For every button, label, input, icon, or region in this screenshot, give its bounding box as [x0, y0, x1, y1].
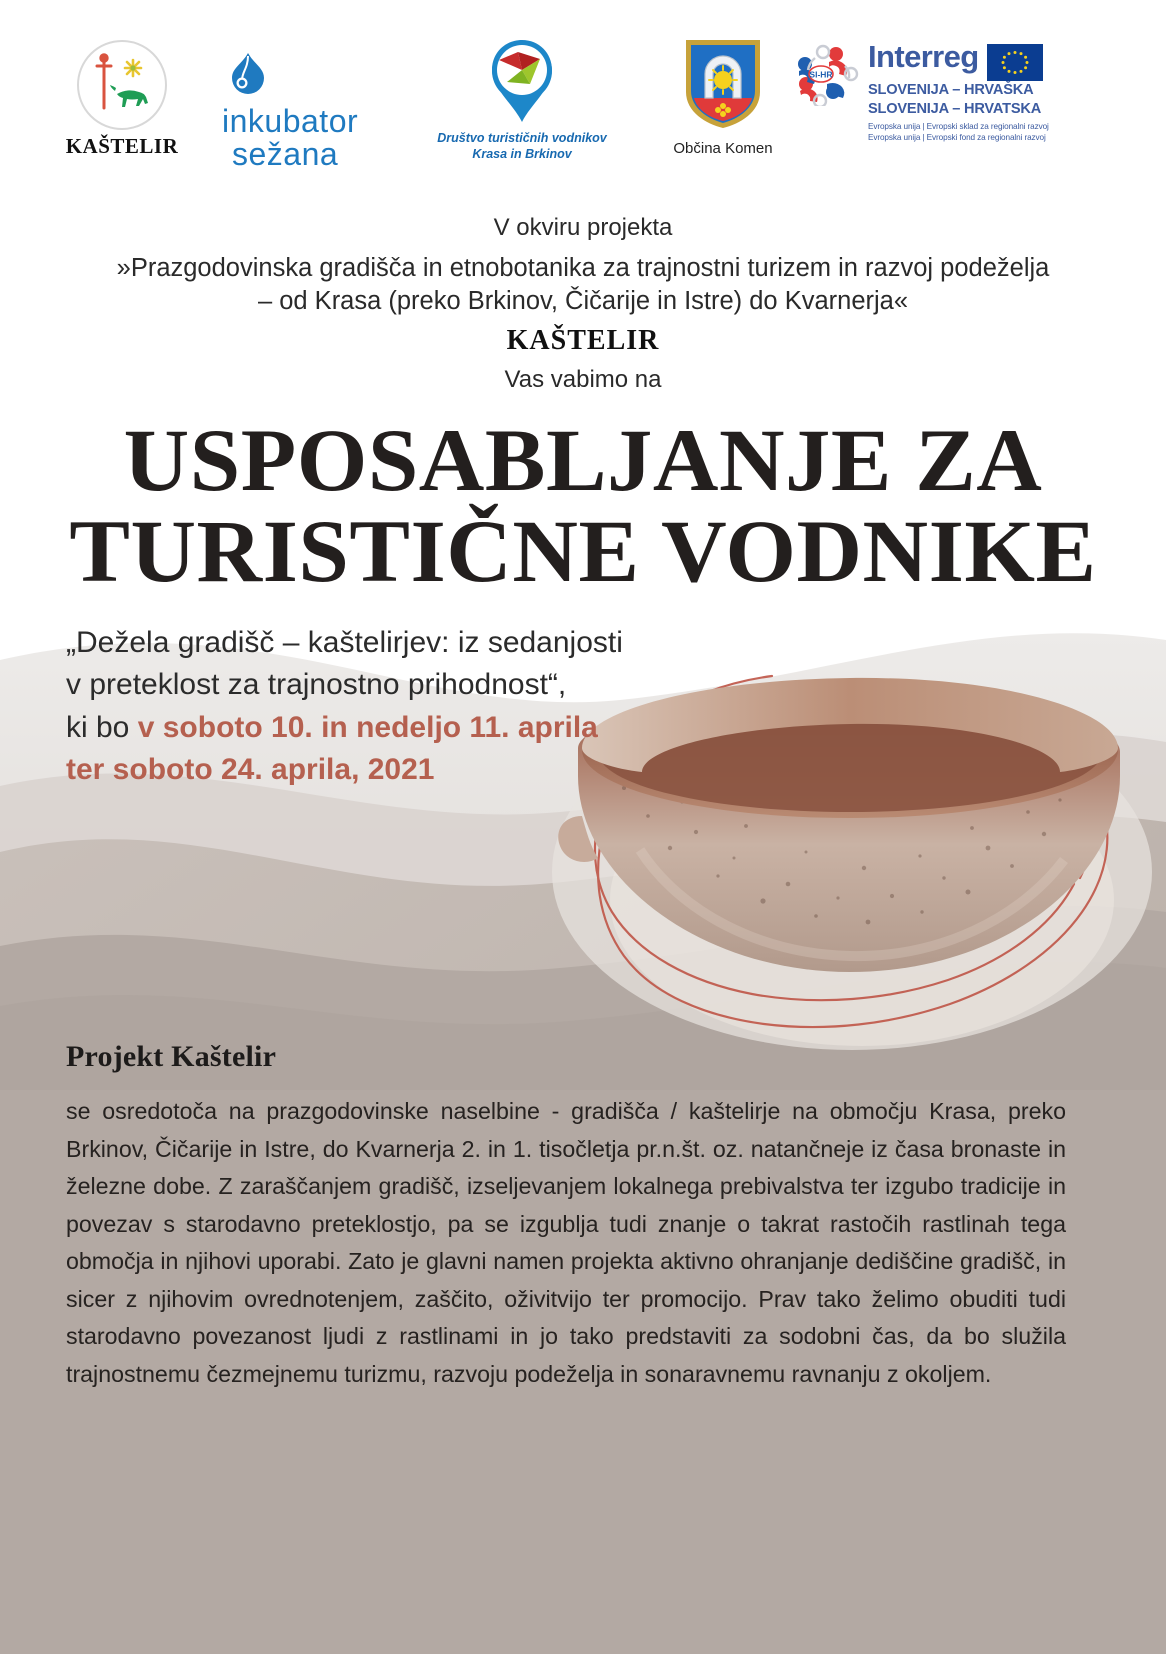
intro-project-title-line-1: »Prazgodovinska gradišča in etnobotanika za trajnostni turizem in razvoj podeželja: [116, 254, 1050, 283]
subtitle-line-1: „Dežela gradišč – kaštelirjev: iz sedanjosti: [66, 626, 623, 659]
inkubator-label-line2: sežana: [232, 135, 339, 172]
interreg-fine-line1: Evropska unija | Evropski sklad za regionalni razvoj: [868, 121, 1049, 131]
logo-drustvo-turisticnih-vodnikov: [432, 38, 612, 162]
kastelir-emblem-icon: [77, 40, 167, 130]
intro-invitation-line: Vas vabimo na: [504, 365, 662, 393]
logo-inkubator-sezana: [222, 52, 402, 170]
dtv-label-line2: Krasa in Brkinov: [472, 146, 572, 161]
interreg-fine-line2: Evropska unija | Evropski fond za regionalni razvoj: [868, 132, 1046, 142]
eu-flag-icon: [987, 44, 1043, 81]
komen-label: Občina Komen: [673, 140, 773, 157]
event-date-line-2: ter soboto 24. aprila, 2021: [66, 752, 435, 786]
intro-project-title-line-2: – od Krasa (preko Brkinov, Čičarije in Istre) do Kvarnerja«: [257, 287, 909, 316]
komen-coat-of-arms-icon: [648, 36, 798, 135]
dtv-label-line1: Društvo turističnih vodnikov: [437, 131, 607, 145]
subtitle-prefix: ki bo: [66, 710, 138, 744]
inkubator-drop-icon: [226, 52, 402, 103]
intro-block: [0, 212, 1166, 394]
project-description-section: [66, 1040, 1066, 1394]
page-title: [0, 412, 1166, 601]
intro-project-acronym: KAŠTELIR: [506, 324, 660, 356]
kastelir-logo-label: KAŠTELIR: [65, 134, 179, 158]
project-description-paragraph: se osredotoča na prazgodovinske naselbine - gradišča / kaštelirje na območju Krasa, preko Brkinov, Čičarije in Istre, do Kvarnerja 2. in 1. tisočletja pr.n.št. oz. natančneje iz časa bronaste in železne dobe. Z zaraščanjem gradišč, izseljevanjem lokalnega prebivalstva ter izgubo tradicije in povezav s starodavno preteklostjo, pa se izgublja tudi znanje o takrat rastočih rastlinah tega območja in njihovi uporabi. Zato je glavni namen projekta aktivno ohranjanje dediščine gradišč, in sicer z njihovim ovrednotenjem, zaščito, oživitvijo ter promocijo. Prav tako želimo obuditi tudi starodavno povezanost ljudi z rastlinami in jo tako predstaviti za sodobni čas, da bo služila trajnostnemu čezmejnemu turizmu, razvoju podeželja in sonaravnemu ravnanju z okoljem.: [66, 1098, 1066, 1388]
logo-row: [0, 28, 1166, 172]
logo-kastelir: [62, 40, 182, 159]
interreg-sub-line2: SLOVENIJA – HRVATSKA: [868, 100, 1042, 117]
subtitle-line-2: v preteklost za trajnostno prihodnost“,: [66, 668, 567, 702]
map-pin-compass-icon: [432, 38, 612, 129]
page-title-line-1: USPOSABLJANJE ZA: [123, 412, 1043, 510]
event-subtitle: [66, 622, 686, 791]
subtitle-date-row: [66, 707, 686, 749]
intro-line-1: V okviru projekta: [493, 214, 673, 241]
logo-interreg: [795, 39, 1060, 143]
inkubator-label-line1: inkubator: [222, 103, 359, 139]
interreg-brand-label: Interreg: [868, 39, 979, 74]
page-title-line-2: TURISTIČNE VODNIKE: [69, 502, 1097, 601]
project-description-heading: Projekt Kaštelir: [66, 1040, 277, 1073]
interreg-sub-line1: SLOVENIJA – HRVAŠKA: [868, 82, 1034, 98]
event-date-line-1: v soboto 10. in nedeljo 11. aprila: [137, 710, 598, 744]
interreg-people-circle-icon: [795, 44, 861, 111]
logo-obcina-komen: [648, 36, 798, 157]
svg-text:SI-HR: SI-HR: [809, 69, 833, 80]
